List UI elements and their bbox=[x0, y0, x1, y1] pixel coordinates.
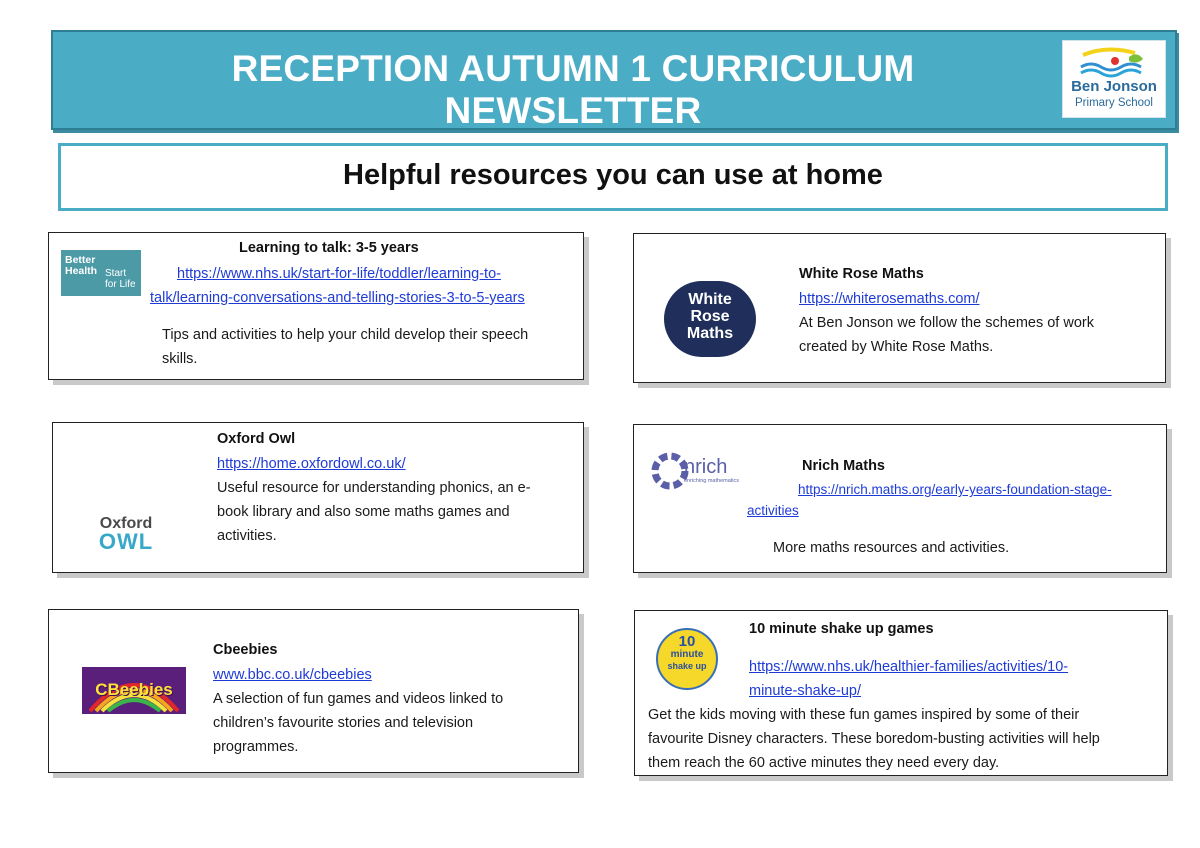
card-title: Nrich Maths bbox=[802, 458, 885, 474]
card-title: White Rose Maths bbox=[799, 266, 924, 282]
shake-up-logo bbox=[656, 628, 718, 690]
better-health-logo-text: Health bbox=[65, 265, 98, 277]
card-cbeebies bbox=[48, 609, 579, 773]
subtitle-box bbox=[58, 143, 1168, 211]
resource-link[interactable]: minute-shake-up/ bbox=[749, 683, 862, 699]
start-for-life-text: for Life bbox=[105, 279, 136, 290]
resource-link[interactable]: talk/learning-conversations-and-telling-stories-3-to-5-years bbox=[150, 290, 525, 306]
oxford-owl-logo bbox=[81, 515, 171, 557]
header-banner bbox=[51, 30, 1177, 130]
card-white-rose-maths bbox=[633, 233, 1166, 383]
card-description: Tips and activities to help your child develop their speech bbox=[162, 327, 529, 343]
card-description: programmes. bbox=[213, 739, 299, 755]
card-learning-to-talk bbox=[48, 232, 584, 380]
card-description: favourite Disney characters. These boredom-busting activities will help bbox=[648, 731, 1100, 747]
cbeebies-logo bbox=[82, 667, 186, 714]
resource-link[interactable]: https://www.nhs.uk/start-for-life/toddler/learning-to- bbox=[177, 266, 501, 282]
card-nrich-maths bbox=[633, 424, 1167, 573]
card-title: Cbeebies bbox=[213, 642, 278, 658]
cbeebies-logo-text: CBeebies bbox=[95, 680, 173, 699]
nrich-logo bbox=[650, 451, 748, 495]
shake-up-logo-text: shake up bbox=[667, 661, 707, 671]
card-description: children’s favourite stories and television bbox=[213, 715, 474, 731]
white-rose-logo-text: White bbox=[688, 291, 732, 308]
shake-up-logo-text: 10 bbox=[678, 633, 696, 650]
card-description: skills. bbox=[162, 351, 198, 367]
resource-link[interactable]: https://www.nhs.uk/healthier-families/activities/10- bbox=[749, 659, 1069, 675]
card-description: At Ben Jonson we follow the schemes of work bbox=[799, 315, 1094, 331]
oxford-owl-logo-text: Oxford bbox=[99, 515, 153, 532]
resource-link[interactable]: activities bbox=[747, 503, 799, 518]
card-title: Oxford Owl bbox=[217, 431, 296, 447]
card-title: 10 minute shake up games bbox=[749, 621, 934, 637]
school-logo bbox=[1062, 40, 1166, 118]
school-name: Ben Jonson bbox=[1071, 78, 1157, 95]
card-title: Learning to talk: 3-5 years bbox=[239, 240, 419, 256]
page-subtitle: Helpful resources you can use at home bbox=[343, 159, 883, 191]
card-description: A selection of fun games and videos linked to bbox=[213, 691, 504, 707]
school-subtitle: Primary School bbox=[1075, 97, 1153, 109]
card-shake-up bbox=[634, 610, 1168, 776]
card-description: Get the kids moving with these fun games inspired by some of their bbox=[648, 707, 1080, 723]
card-description: created by White Rose Maths. bbox=[799, 339, 994, 355]
card-description: book library and also some maths games and bbox=[217, 504, 510, 520]
resource-link[interactable]: www.bbc.co.uk/cbeebies bbox=[213, 667, 372, 683]
white-rose-logo-text: Maths bbox=[686, 325, 734, 342]
resource-link[interactable]: https://nrich.maths.org/early-years-foundation-stage- bbox=[798, 482, 1112, 497]
card-description: More maths resources and activities. bbox=[773, 540, 1010, 556]
newsletter-title: RECEPTION AUTUMN 1 CURRICULUM NEWSLETTER bbox=[231, 48, 915, 131]
better-health-logo bbox=[61, 250, 141, 296]
nrich-logo-sub: enriching mathematics bbox=[684, 478, 740, 484]
card-description: activities. bbox=[217, 528, 277, 544]
oxford-owl-logo-text: OWL bbox=[98, 529, 154, 554]
card-description: them reach the 60 active minutes they need every day. bbox=[648, 755, 1000, 771]
card-description: Useful resource for understanding phonics, an e- bbox=[217, 480, 531, 496]
white-rose-logo-text: Rose bbox=[690, 308, 730, 325]
white-rose-logo bbox=[664, 281, 756, 357]
school-waves-icon bbox=[1077, 47, 1153, 81]
card-oxford-owl bbox=[52, 422, 584, 573]
start-for-life-text: Start bbox=[105, 268, 127, 279]
nrich-logo-text: nrich bbox=[684, 456, 728, 478]
resource-link[interactable]: https://home.oxfordowl.co.uk/ bbox=[217, 456, 406, 472]
shake-up-logo-text: minute bbox=[670, 649, 704, 660]
better-health-logo-text: Better bbox=[65, 254, 96, 266]
resource-link[interactable]: https://whiterosemaths.com/ bbox=[799, 291, 980, 307]
